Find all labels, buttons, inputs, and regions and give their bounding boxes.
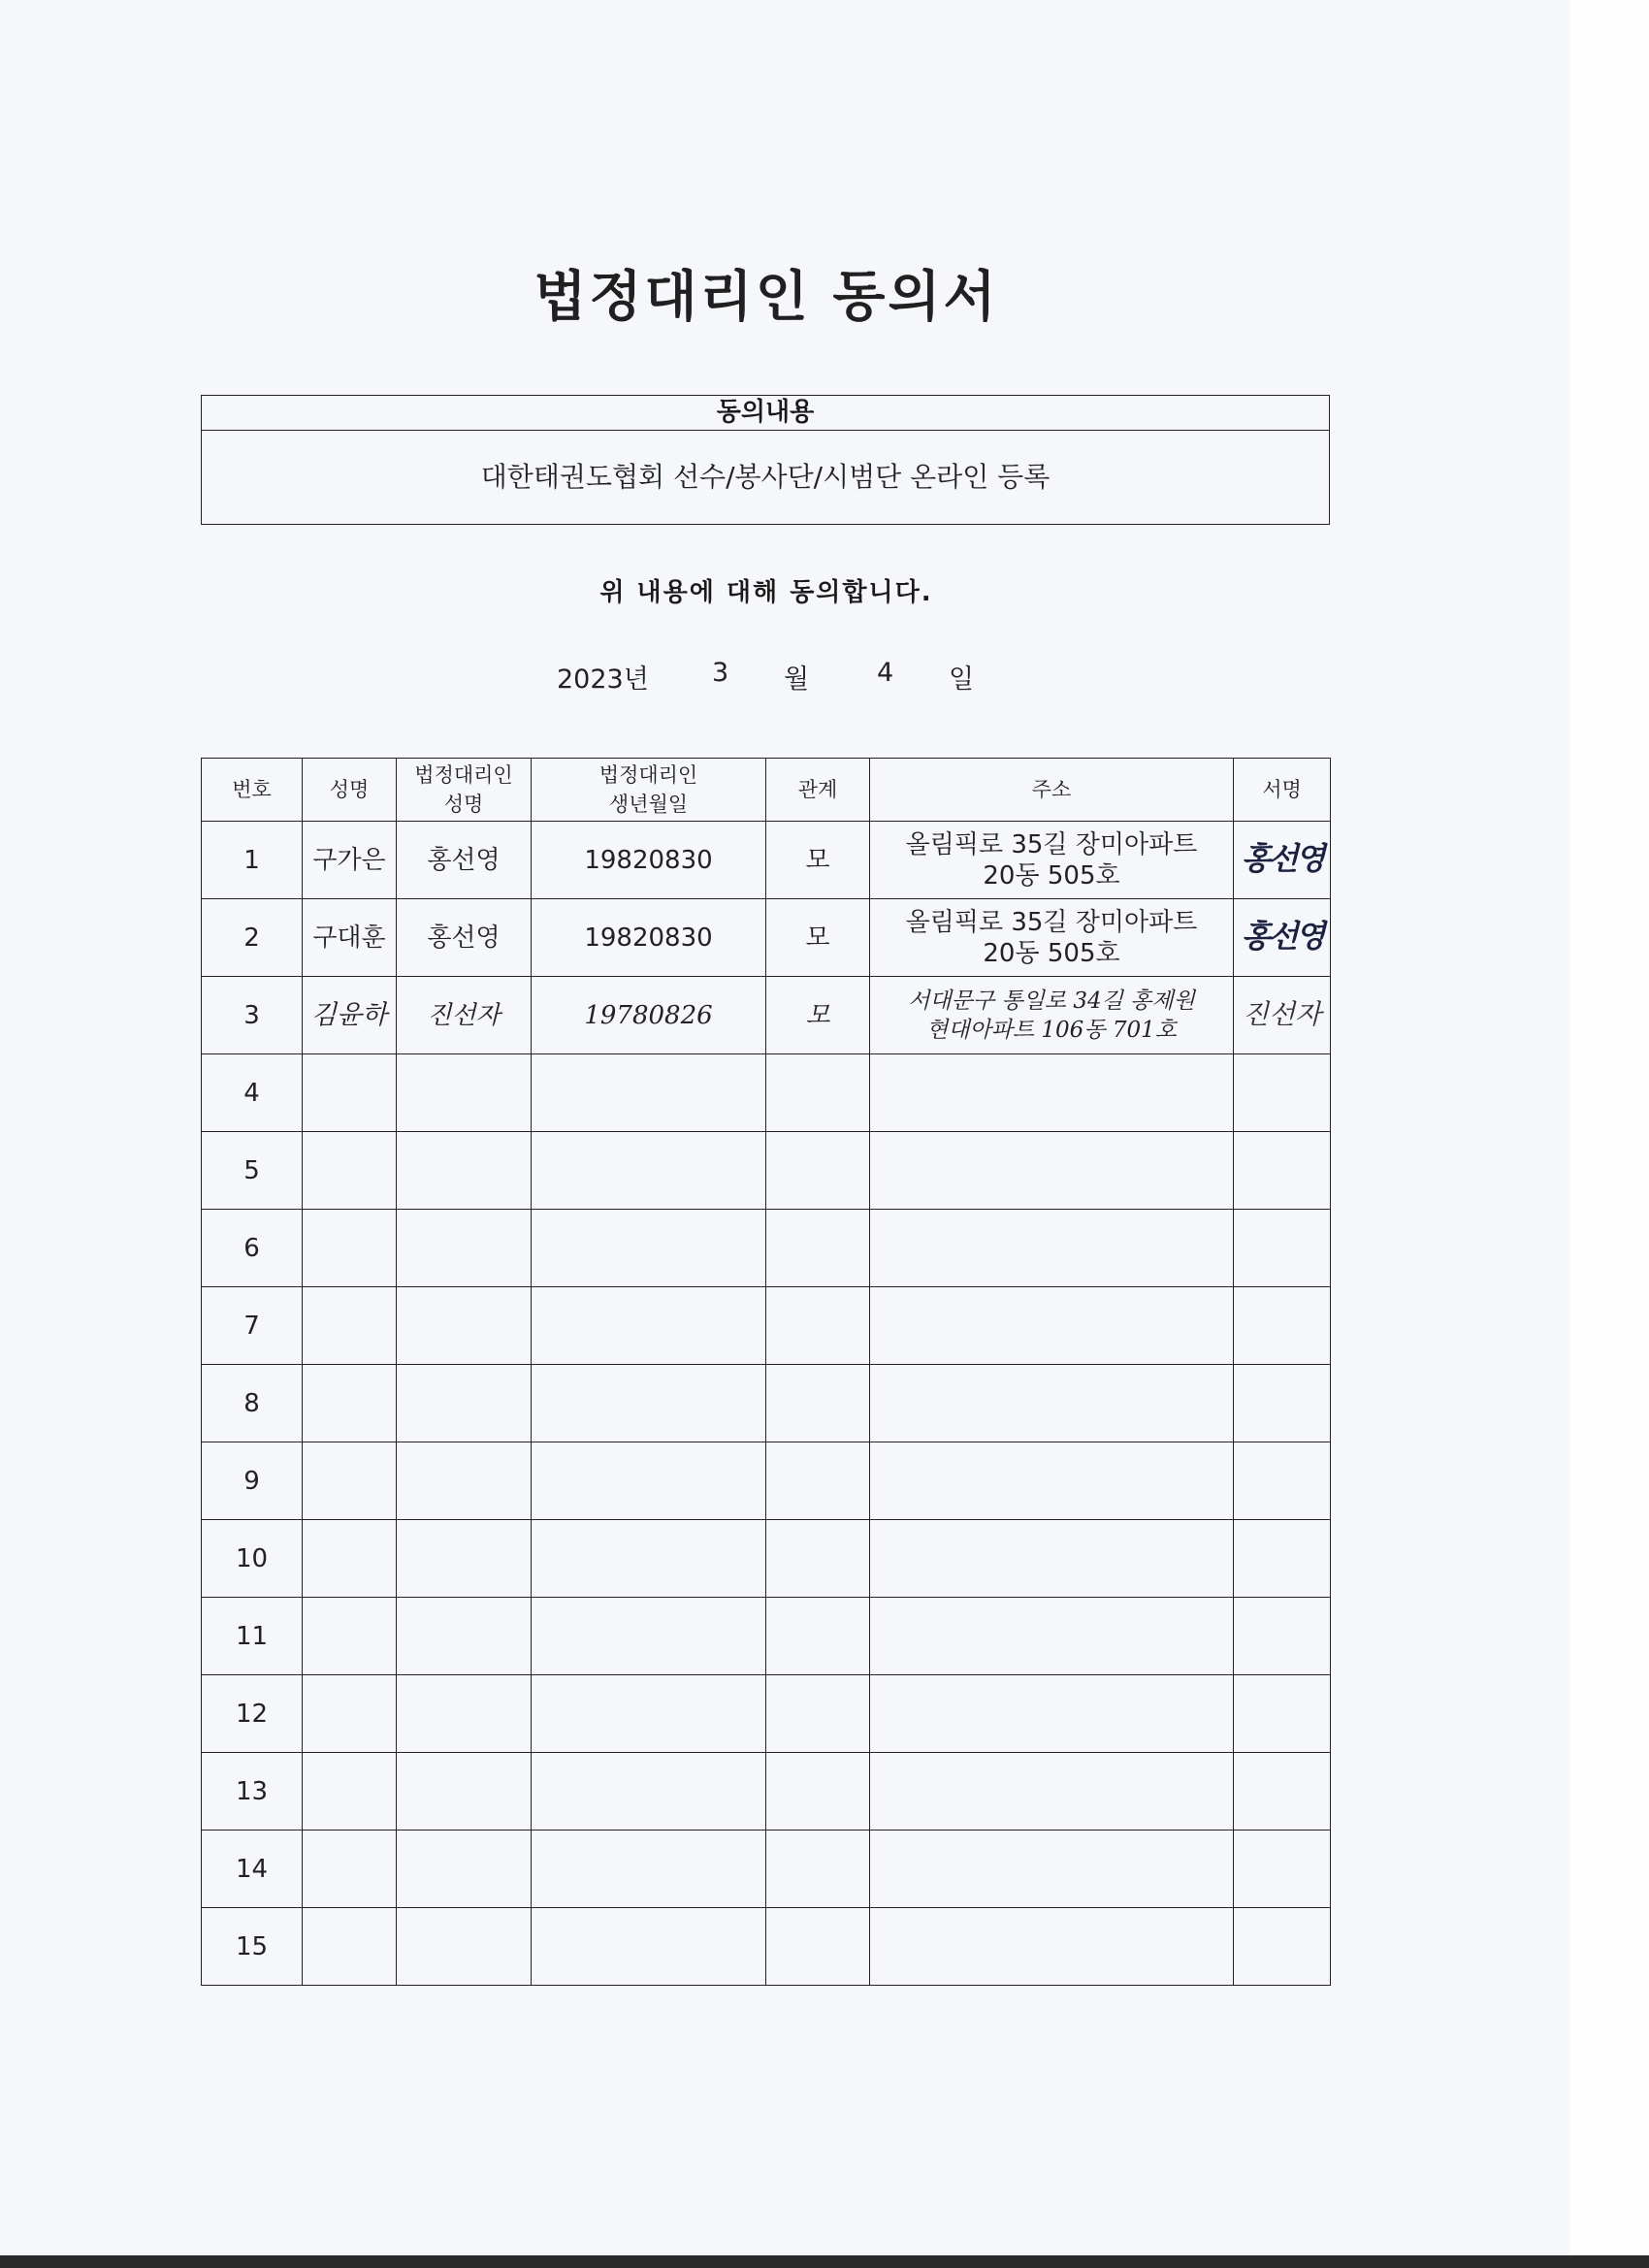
row-relation: 모: [766, 822, 870, 899]
row-signature: [1234, 1831, 1331, 1908]
row-guardian-birth: [532, 1442, 766, 1520]
row-relation: 모: [766, 899, 870, 977]
row-signature: [1234, 1753, 1331, 1831]
row-guardian-birth: [532, 1054, 766, 1132]
row-guardian-birth: [532, 1675, 766, 1753]
row-no: 13: [202, 1753, 303, 1831]
row-address: [870, 1054, 1234, 1132]
table-row: [202, 1210, 1331, 1287]
row-guardian-name: [397, 1831, 532, 1908]
row-address: [870, 1753, 1234, 1831]
row-name: [303, 1442, 397, 1520]
row-name: [303, 1287, 397, 1365]
document-title: 법정대리인 동의서: [534, 266, 999, 329]
row-relation: [766, 1908, 870, 1986]
header-guardian-birth-line2: 생년월일: [608, 793, 689, 816]
table-row: [202, 1598, 1331, 1675]
row-guardian-name: [397, 1132, 532, 1210]
row-name: [303, 1598, 397, 1675]
row-relation: [766, 1287, 870, 1365]
row-no: 9: [202, 1442, 303, 1520]
row-no: 4: [202, 1054, 303, 1132]
row-address-line2: 20동 505호: [983, 860, 1120, 891]
consent-content-text: 대한태권도협회 선수/봉사단/시범단 온라인 등록: [480, 461, 1051, 493]
row-guardian-birth: [532, 1287, 766, 1365]
row-guardian-birth: 19820830: [532, 899, 766, 977]
row-name: [303, 1753, 397, 1831]
row-guardian-birth: 19780826: [532, 977, 766, 1054]
row-relation: [766, 1675, 870, 1753]
row-relation: 모: [766, 977, 870, 1054]
row-address: [870, 822, 1234, 899]
consent-content-box: [201, 395, 1330, 525]
row-guardian-name: 홍선영: [397, 822, 532, 899]
row-address: [870, 899, 1234, 977]
row-guardian-name: 홍선영: [397, 899, 532, 977]
row-guardian-name: [397, 1054, 532, 1132]
row-no: 3: [202, 977, 303, 1054]
row-signature: [1234, 1287, 1331, 1365]
row-address: [870, 1598, 1234, 1675]
header-signature: 서명: [1234, 759, 1331, 822]
table-row: [202, 977, 1331, 1054]
row-relation: [766, 1210, 870, 1287]
table-row: [202, 1753, 1331, 1831]
row-signature: [1234, 977, 1331, 1054]
row-signature: [1234, 1675, 1331, 1753]
row-signature: [1234, 1598, 1331, 1675]
row-address-line1: 올림픽로 35길 장미아파트: [905, 907, 1198, 937]
row-guardian-birth: [532, 1520, 766, 1598]
date-day-label: 일: [949, 664, 975, 695]
row-guardian-birth: [532, 1598, 766, 1675]
header-guardian-name: [397, 759, 532, 822]
row-address: [870, 1442, 1234, 1520]
row-name: [303, 1831, 397, 1908]
row-guardian-name: [397, 1365, 532, 1442]
header-guardian-birth-line1: 법정대리인: [598, 763, 698, 787]
table-row: [202, 1054, 1331, 1132]
row-address: [870, 977, 1234, 1054]
row-guardian-birth: [532, 1365, 766, 1442]
row-guardian-name: [397, 1442, 532, 1520]
table-row: [202, 1831, 1331, 1908]
guardian-roster-table: [201, 758, 1331, 1986]
row-relation: [766, 1054, 870, 1132]
table-row: [202, 899, 1331, 977]
date-day-value: 4: [877, 658, 894, 688]
agreement-statement: 위 내용에 대해 동의합니다.: [599, 578, 933, 607]
row-relation: [766, 1598, 870, 1675]
date-year: 2023년: [557, 664, 649, 695]
row-name: [303, 1675, 397, 1753]
scan-right-margin: [1569, 0, 1649, 2268]
row-address-line2: 현대아파트 106동 701호: [926, 1017, 1177, 1043]
row-name: [303, 1520, 397, 1598]
row-no: 12: [202, 1675, 303, 1753]
row-address-line1: 올림픽로 35길 장미아파트: [905, 829, 1198, 859]
row-address-line2: 20동 505호: [983, 938, 1120, 968]
row-relation: [766, 1753, 870, 1831]
row-relation: [766, 1831, 870, 1908]
row-guardian-name: [397, 1210, 532, 1287]
row-name: [303, 1908, 397, 1986]
date-month-label: 월: [784, 664, 810, 695]
row-signature: [1234, 1365, 1331, 1442]
row-guardian-name: [397, 1598, 532, 1675]
header-address: 주소: [870, 759, 1234, 822]
row-no: 1: [202, 822, 303, 899]
row-address: [870, 1520, 1234, 1598]
row-guardian-birth: 19820830: [532, 822, 766, 899]
row-no: 11: [202, 1598, 303, 1675]
row-name: 구가은: [303, 822, 397, 899]
header-guardian-name-line1: 법정대리인: [414, 763, 513, 787]
signature-mark: 홍선영: [1241, 840, 1323, 877]
table-row: [202, 1132, 1331, 1210]
row-address: [870, 1675, 1234, 1753]
signature-mark: 홍선영: [1241, 918, 1323, 955]
header-guardian-name-line2: 성명: [443, 793, 484, 816]
header-relation: 관계: [766, 759, 870, 822]
row-no: 10: [202, 1520, 303, 1598]
consent-content-header: 동의내용: [202, 396, 1329, 431]
scan-bottom-edge: [0, 2255, 1649, 2268]
table-row: [202, 1442, 1331, 1520]
row-signature: [1234, 1054, 1331, 1132]
table-row: [202, 1287, 1331, 1365]
row-guardian-birth: [532, 1753, 766, 1831]
row-no: 6: [202, 1210, 303, 1287]
date-month-value: 3: [712, 658, 729, 688]
row-guardian-birth: [532, 1132, 766, 1210]
row-name: [303, 1132, 397, 1210]
row-no: 8: [202, 1365, 303, 1442]
row-no: 15: [202, 1908, 303, 1986]
row-signature: [1234, 899, 1331, 977]
row-guardian-name: 진선자: [397, 977, 532, 1054]
header-guardian-birth: [532, 759, 766, 822]
row-signature: [1234, 1132, 1331, 1210]
row-guardian-name: [397, 1675, 532, 1753]
row-address-line1: 서대문구 통일로 34길 홍제원: [908, 988, 1195, 1014]
header-no: 번호: [202, 759, 303, 822]
row-guardian-birth: [532, 1908, 766, 1986]
row-signature: [1234, 1520, 1331, 1598]
signature-mark: 진선자: [1242, 998, 1322, 1030]
row-no: 7: [202, 1287, 303, 1365]
row-relation: [766, 1365, 870, 1442]
row-address: [870, 1831, 1234, 1908]
row-name: 구대훈: [303, 899, 397, 977]
row-signature: [1234, 822, 1331, 899]
table-row: [202, 822, 1331, 899]
row-no: 14: [202, 1831, 303, 1908]
row-no: 2: [202, 899, 303, 977]
table-header-row: [202, 759, 1331, 822]
row-guardian-name: [397, 1753, 532, 1831]
row-address: [870, 1132, 1234, 1210]
row-guardian-birth: [532, 1831, 766, 1908]
row-name: 김윤하: [303, 977, 397, 1054]
row-guardian-birth: [532, 1210, 766, 1287]
table-row: [202, 1365, 1331, 1442]
row-address: [870, 1287, 1234, 1365]
row-guardian-name: [397, 1520, 532, 1598]
table-row: [202, 1675, 1331, 1753]
row-relation: [766, 1520, 870, 1598]
row-address: [870, 1210, 1234, 1287]
row-no: 5: [202, 1132, 303, 1210]
row-guardian-name: [397, 1908, 532, 1986]
table-row: [202, 1908, 1331, 1986]
row-signature: [1234, 1442, 1331, 1520]
row-address: [870, 1365, 1234, 1442]
row-signature: [1234, 1908, 1331, 1986]
table-row: [202, 1520, 1331, 1598]
row-name: [303, 1365, 397, 1442]
row-address: [870, 1908, 1234, 1986]
row-name: [303, 1054, 397, 1132]
row-guardian-name: [397, 1287, 532, 1365]
row-name: [303, 1210, 397, 1287]
row-relation: [766, 1442, 870, 1520]
row-relation: [766, 1132, 870, 1210]
row-signature: [1234, 1210, 1331, 1287]
header-name: 성명: [303, 759, 397, 822]
